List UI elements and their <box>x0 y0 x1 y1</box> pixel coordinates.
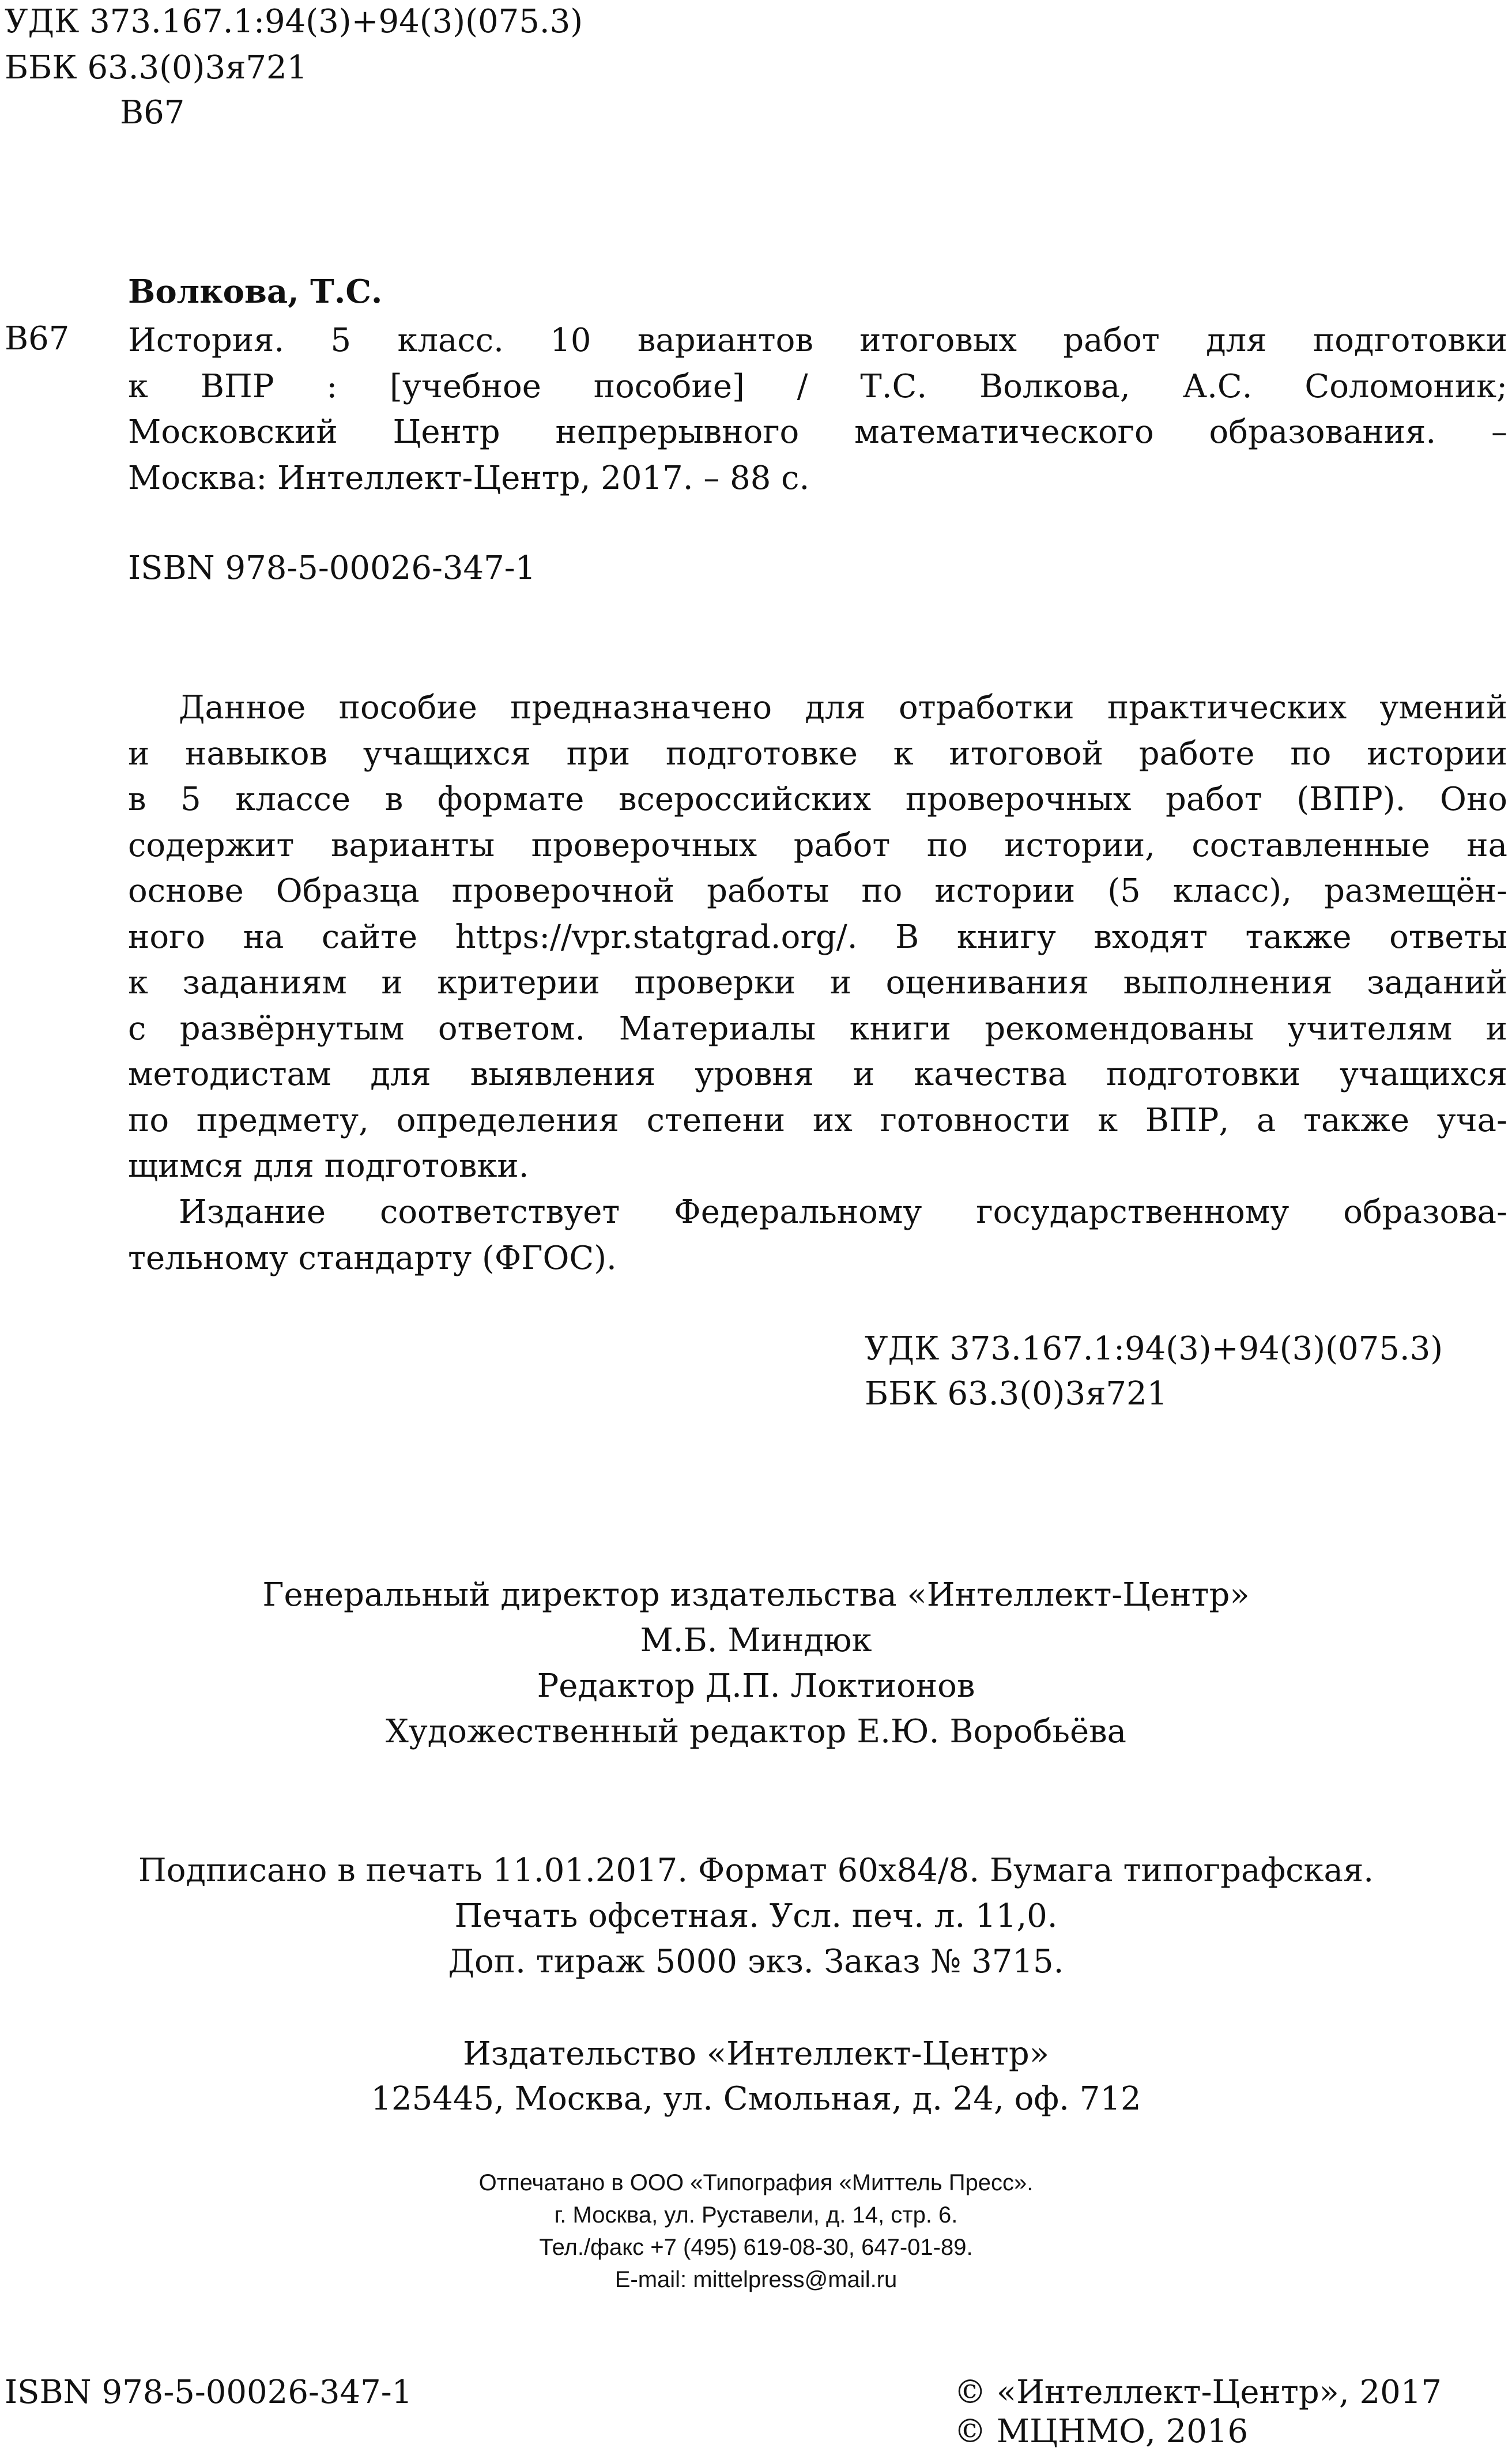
annotation-line: тельному стандарту (ФГОС). <box>128 1239 617 1277</box>
annotation-paragraph-1 <box>128 685 1507 1189</box>
annotation-line: щимся для подготовки. <box>128 1147 529 1185</box>
bib-description <box>128 318 1507 501</box>
udk-code: УДК 373.167.1:94(3)+94(3)(075.3) <box>5 3 583 40</box>
annotation-line: методистам для выявления уровня и качества подготовки учащихся <box>128 1056 1507 1093</box>
bib-line: Москва: Интеллект-Центр, 2017. – 88 с. <box>128 459 810 497</box>
bbk-code: ББК 63.3(0)3я721 <box>5 49 308 86</box>
annotation-line: к заданиям и критерии проверки и оценивания выполнения заданий <box>128 964 1507 1001</box>
annotation-line: в 5 классе в формате всероссийских проверочных работ (ВПР). Оно <box>128 781 1507 818</box>
annotation-line: по предмету, определения степени их готовности к ВПР, а также уча- <box>128 1101 1507 1139</box>
annotation-paragraph-2 <box>128 1189 1507 1281</box>
author-name: Волкова, Т.С. <box>128 273 383 311</box>
annotation-line: содержит варианты проверочных работ по истории, составленные на <box>128 826 1507 864</box>
bib-line: История. 5 класс. 10 вариантов итоговых работ для подготовки <box>128 322 1507 359</box>
annotation-line: основе Образца проверочной работы по истории (5 класс), размещён- <box>128 872 1507 910</box>
editor: Редактор Д.П. Локтионов <box>537 1667 975 1705</box>
print-info-line: Подписано в печать 11.01.2017. Формат 60x84/8. Бумага типографская. <box>138 1852 1374 1889</box>
bib-mark: В67 <box>5 320 70 357</box>
general-director-name: М.Б. Миндюк <box>640 1622 872 1659</box>
author-mark: В67 <box>120 94 185 131</box>
annotation-line: и навыков учащихся при подготовке к итоговой работе по истории <box>128 735 1507 773</box>
publisher-name: Издательство «Интеллект-Центр» <box>463 2035 1049 2073</box>
copyright-intellect: © «Интеллект-Центр», 2017 <box>954 2374 1442 2411</box>
art-editor: Художественный редактор Е.Ю. Воробьёва <box>385 1713 1127 1750</box>
copyright-mccme: © МЦНМО, 2016 <box>954 2413 1249 2450</box>
udk-code-repeat: УДК 373.167.1:94(3)+94(3)(075.3) <box>865 1330 1443 1368</box>
bib-line: к ВПР : [учебное пособие] / Т.С. Волкова, А.С. Соломоник; <box>128 367 1507 405</box>
print-info-line: Доп. тираж 5000 экз. Заказ № 3715. <box>448 1943 1064 1980</box>
bbk-code-repeat: ББК 63.3(0)3я721 <box>865 1375 1168 1413</box>
annotation-line: с развёрнутым ответом. Материалы книги рекомендованы учителям и <box>128 1010 1507 1048</box>
general-director-title: Генеральный директор издательства «Интеллект-Центр» <box>262 1576 1250 1614</box>
annotation-line: Данное пособие предназначено для отработки практических умений <box>179 689 1507 726</box>
annotation-line: Издание соответствует Федеральному государственному образова- <box>179 1193 1507 1231</box>
printer-line: Отпечатано в ООО «Типография «Миттель Пресс». <box>478 2170 1034 2195</box>
isbn-record: ISBN 978-5-00026-347-1 <box>128 549 536 587</box>
printer-line: Тел./факс +7 (495) 619-08-30, 647-01-89. <box>539 2235 973 2260</box>
printer-email: E-mail: mittelpress@mail.ru <box>614 2267 898 2292</box>
bib-line: Московский Центр непрерывного математического образования. – <box>128 413 1507 451</box>
print-info-line: Печать офсетная. Усл. печ. л. 11,0. <box>454 1897 1058 1935</box>
publisher-address: 125445, Москва, ул. Смольная, д. 24, оф. 712 <box>371 2080 1141 2118</box>
footer-isbn: ISBN 978-5-00026-347-1 <box>5 2374 413 2411</box>
printer-line: г. Москва, ул. Руставели, д. 14, стр. 6. <box>554 2202 958 2228</box>
annotation-line: ного на сайте https://vpr.statgrad.org/. В книгу входят также ответы <box>128 918 1507 956</box>
